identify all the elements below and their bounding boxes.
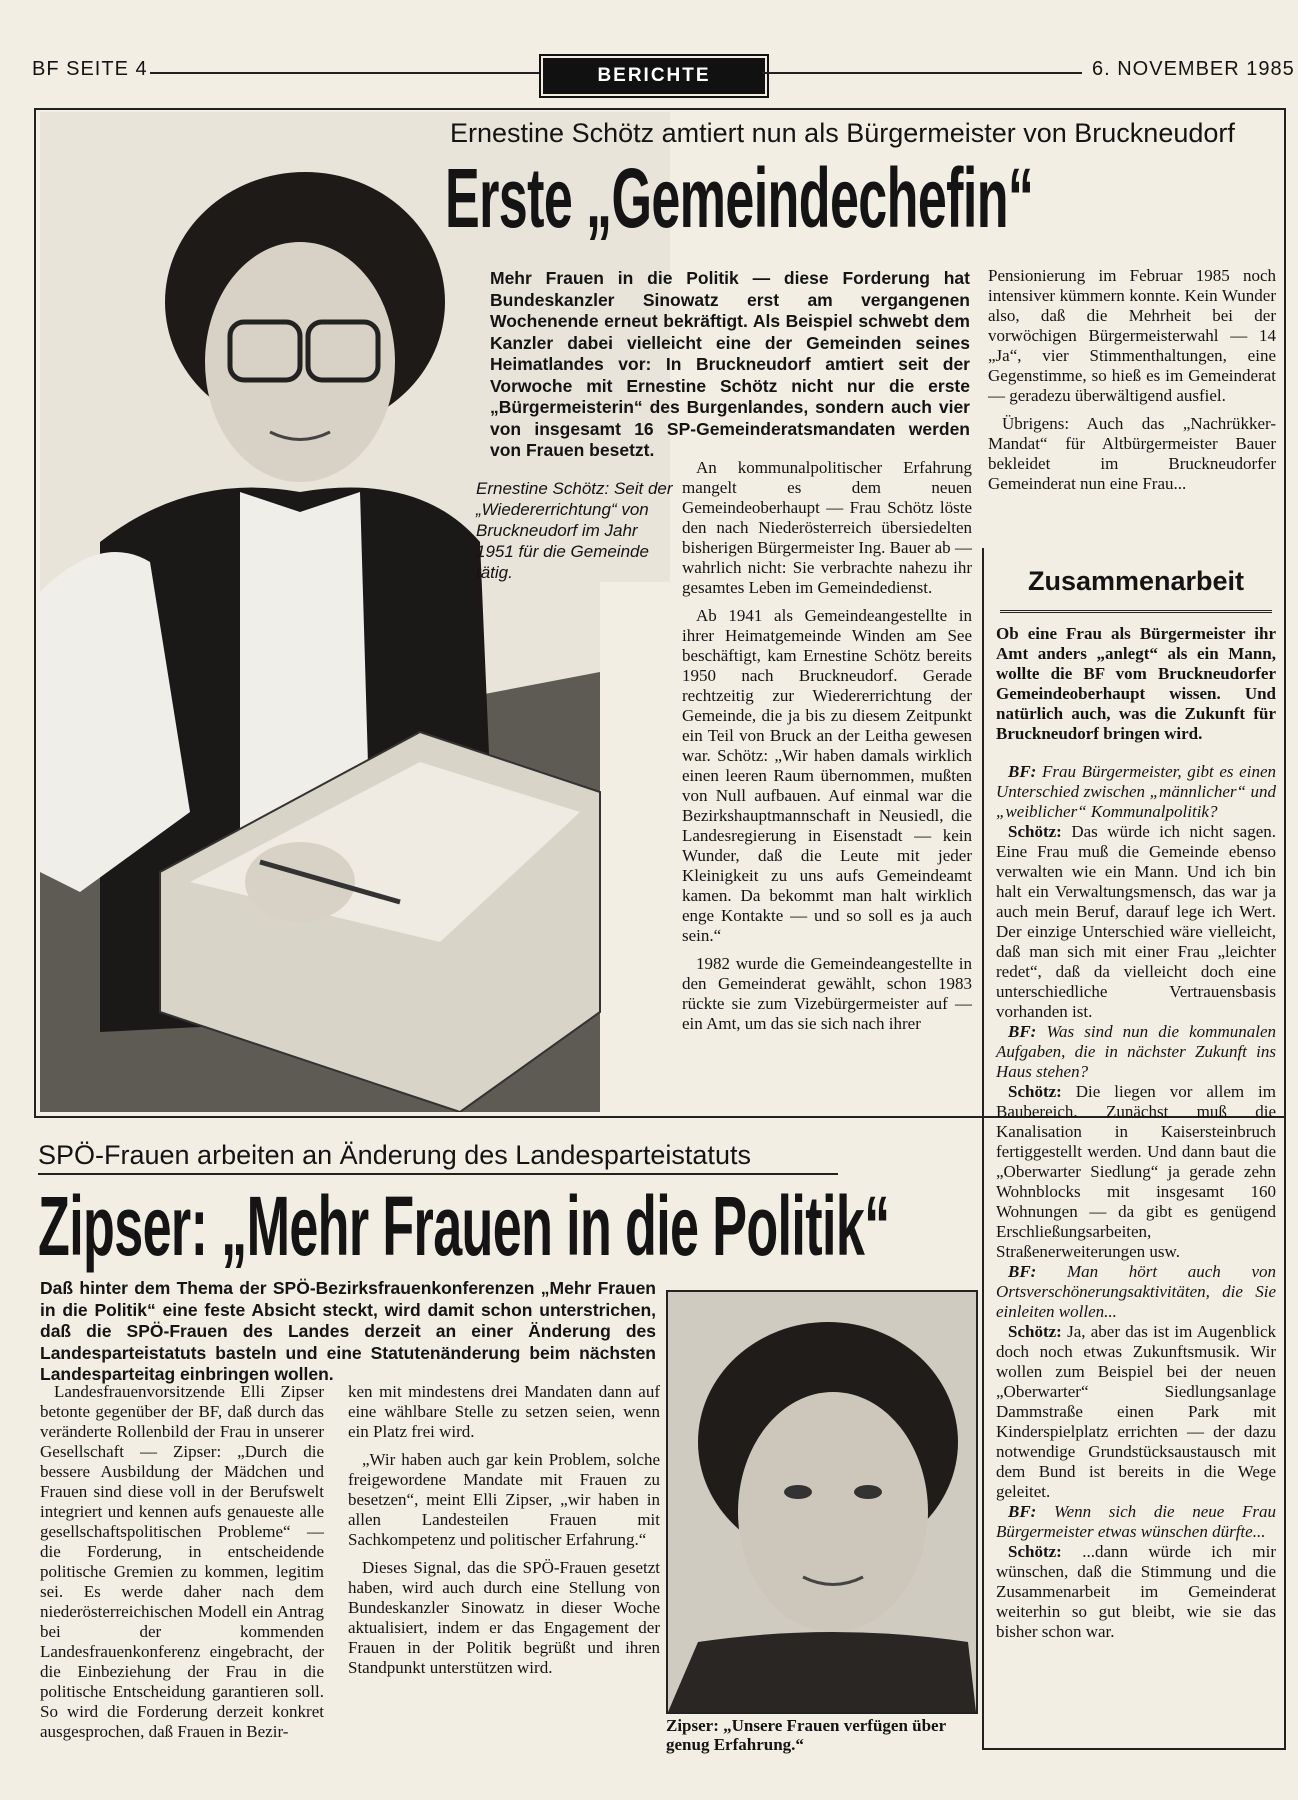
portrait-photo-schoetz [40, 112, 670, 1112]
sidebar-title: Zusammenarbeit [1000, 556, 1272, 613]
article-lead: Mehr Frauen in die Politik — diese Forderung hat Bundeskanzler Sinowatz erst am vergangenen Wochenende erneut bekräftigt. Als Beispiel schwebt dem Kanzler dabei vielleicht eine der Gemeinden seines Heimatlandes vor: In Bruckneudorf amtiert seit der Vorwoche mit Ernestine Schötz nicht nur die erste „Bürgermeisterin“ des Burgenlandes, sondern auch vier von insgesamt 16 SP-Gemeinderatsmandaten werden von Frauen besetzt. [490, 268, 970, 460]
article-column-2 [348, 1382, 660, 1686]
header-rule-right [762, 72, 1082, 74]
interview-question: BF: Was sind nun die kommunalen Aufgaben, die in nächster Zukunft ins Haus stehen? [996, 1022, 1276, 1081]
interview-question: BF: Wenn sich die neue Frau Bürgermeister etwas wünschen dürfte... [996, 1502, 1277, 1541]
article-headline: Erste „Gemeindechefin“ [445, 151, 1034, 245]
article-kicker: Ernestine Schötz amtiert nun als Bürgermeister von Bruckneudorf [450, 118, 1235, 148]
interview-answer: Schötz: Ja, aber das ist im Augenblick doch noch etwas Zukunftsmusik. Wir wollen zum Beispiel bei der neuen „Oberwarter“ Siedlungsanlage Dammstraße einen Park mit Kinderspielplatz errichten — der dazu notwendige Grundstücksaustausch mit dem Bund ist bereits in die Wege geleitet. [996, 1322, 1276, 1501]
photo-caption: Ernestine Schötz: Seit der „Wiedererrichtung“ von Bruckneudorf im Jahr 1951 für die Gemeinde tätig. [476, 479, 673, 582]
kicker-rule [38, 1173, 838, 1175]
interview-answer: Schötz: Die liegen vor allem im Baubereich. Zunächst muß die Kanalisation in Kaisersteinbruch fertiggestellt werden. Und dann baut die „Oberwarter Siedlung“ ja gerade zehn Wohnblocks mit insgesamt 160 Wohnungen — da gibt es genügend Erschließungsarbeiten, Straßenerweiterungen usw. [996, 1082, 1277, 1261]
article-kicker: SPÖ-Frauen arbeiten an Änderung des Landesparteistatuts [38, 1140, 751, 1170]
paragraph: Ab 1941 als Gemeindeangestellte in ihrer Heimatgemeinde Winden am See beschäftigt, kam Ernestine Schötz bereits 1950 nach Bruckneudorf. Gerade rechtzeitig zur Wiedererrichtung der Gemeinde, die ja bis zu diesem Zeitpunkt ein Teil von Bruck an der Leitha gewesen war. Schötz: „Wir haben damals wirklich einen leeren Raum übernommen, mußten von Null aufbauen. Auf einmal war die Bezirkshauptmannschaft in Neusiedl, die Landesregierung in Eisenstadt — kein Wunder, daß die Leute mit jeder Kleinigkeit zu uns aufs Gemeindeamt kamen. Da bekommt man halt wirklich enge Kontakte — und so soll es ja auch sein.“ [682, 606, 972, 945]
sidebar-interview [996, 762, 1276, 1642]
article-headline: Zipser: „Mehr Frauen in die Politik“ [38, 1179, 890, 1273]
page-number: BF SEITE 4 [32, 58, 148, 80]
portrait-photo-zipser [666, 1290, 978, 1714]
article-column-1 [40, 1382, 324, 1750]
section-label: BERICHTE [543, 58, 765, 94]
issue-date: 6. NOVEMBER 1985 [1092, 58, 1295, 80]
paragraph: ken mit mindestens drei Mandaten dann auf eine wählbare Stelle zu setzen seien, wenn ein Platz frei wird. [348, 1382, 660, 1441]
paragraph: 1982 wurde die Gemeindeangestellte in den Gemeinderat gewählt, schon 1983 rückte sie zum Vizebürgermeister auf — ein Amt, um das sie sich nach ihrer [682, 954, 972, 1033]
interview-question: BF: Man hört auch von Ortsverschönerungsaktivitäten, die Sie einleiten wollen... [996, 1262, 1276, 1321]
paragraph: Übrigens: Auch das „Nachrükker-Mandat“ für Altbürgermeister Bauer bekleidet im Bruckneudorfer Gemeinderat nun eine Frau... [988, 414, 1276, 493]
paragraph: „Wir haben auch gar kein Problem, solche freigewordene Mandate mit Frauen zu besetzen“, meint Elli Zipser, „wir haben in allen Landesteilen Frauen mit Sachkompetenz und politischer Erfahrung.“ [348, 1450, 660, 1549]
interview-answer: Schötz: Das würde ich nicht sagen. Eine Frau muß die Gemeinde ebenso verwalten wie ein Mann. Und ich bin halt ein Verwaltungsmensch, das war ja auch mein Beruf, darauf lege ich Wert. Der einzige Unterschied wäre vielleicht, daß man sich mit einer Frau „leichter redet“, daß da vielleicht doch eine unterschiedliche Vertrauensbasis vorhanden ist. [996, 822, 1277, 1021]
paragraph: Pensionierung im Februar 1985 noch intensiver kümmern konnte. Kein Wunder also, daß die Mehrheit bei der vorwöchigen Bürgermeisterwahl — 14 „Ja“, vier Stimmenthaltungen, eine Gegenstimme, so hieß es im Gemeinderat — geradezu überwältigend ausfiel. [988, 266, 1276, 405]
header-rule-left [150, 72, 540, 74]
article-lead: Daß hinter dem Thema der SPÖ-Bezirksfrauenkonferenzen „Mehr Frauen in die Politik“ eine feste Absicht steckt, wird damit schon unterstrichen, daß die SPÖ-Frauen des Landes derzeit an einer Änderung des Landesparteistatuts basteln und eine Statutenänderung beim nächsten Landesparteitag einbringen wollen. [40, 1278, 656, 1384]
paragraph: Landesfrauenvorsitzende Elli Zipser betonte gegenüber der BF, daß durch das veränderte Rollenbild der Frau in unserer Gesellschaft — Zipser: „Durch die bessere Ausbildung der Mädchen und Frauen sind diese voll in der Berufswelt integriert und kennen aufs genaueste alle gesellschaftspolitischen Probleme“ — die Forderung, in entscheidende politische Gremien zu kommen, legitim sei. Es werde daher nach dem niederösterreichischen Modell ein Antrag bei der kommenden Landesfrauenkonferenz eingebracht, der die Einbeziehung der Frau in die politische Entscheidung garantieren soll. So wird die Forderung derzeit konkret ausgesprochen, daß Frauen in Bezir- [40, 1382, 324, 1741]
article-column-2 [988, 266, 1276, 502]
article-column-1 [682, 458, 972, 1042]
sidebar-lead: Ob eine Frau als Bürgermeister ihr Amt anders „anlegt“ als ein Mann, wollte die BF vom Bruckneudorfer Gemeindeoberhaupt wissen. Und natürlich auch, was die Zukunft für Bruckneudorf bringen wird. [996, 624, 1276, 743]
paragraph: Dieses Signal, das die SPÖ-Frauen gesetzt haben, wird auch durch eine Stellung von Bundeskanzler Sinowatz in dieser Woche aktualisiert, indem er das Engagement der Frauen in der Politik begrüßt und ihren Standpunkt unterstützen wird. [348, 1558, 660, 1677]
interview-question: BF: Frau Bürgermeister, gibt es einen Unterschied zwischen „männlicher“ und „weiblicher“ Kommunalpolitik? [996, 762, 1276, 821]
interview-answer: Schötz: ...dann würde ich mir wünschen, daß die Stimmung und die Zusammenarbeit im Gemeinderat weiterhin so gut bleibt, wie sie das bisher schon war. [996, 1542, 1277, 1641]
photo-caption: Zipser: „Unsere Frauen verfügen über genug Erfahrung.“ [666, 1716, 946, 1754]
paragraph: An kommunalpolitischer Erfahrung mangelt es dem neuen Gemeindeoberhaupt — Frau Schötz löste den nach Niederösterreich übersiedelten bisherigen Bürgermeister Ing. Bauer ab — wahrlich nicht: Sie verbrachte nahezu ihr gesamtes Leben im Gemeindedienst. [682, 458, 972, 597]
